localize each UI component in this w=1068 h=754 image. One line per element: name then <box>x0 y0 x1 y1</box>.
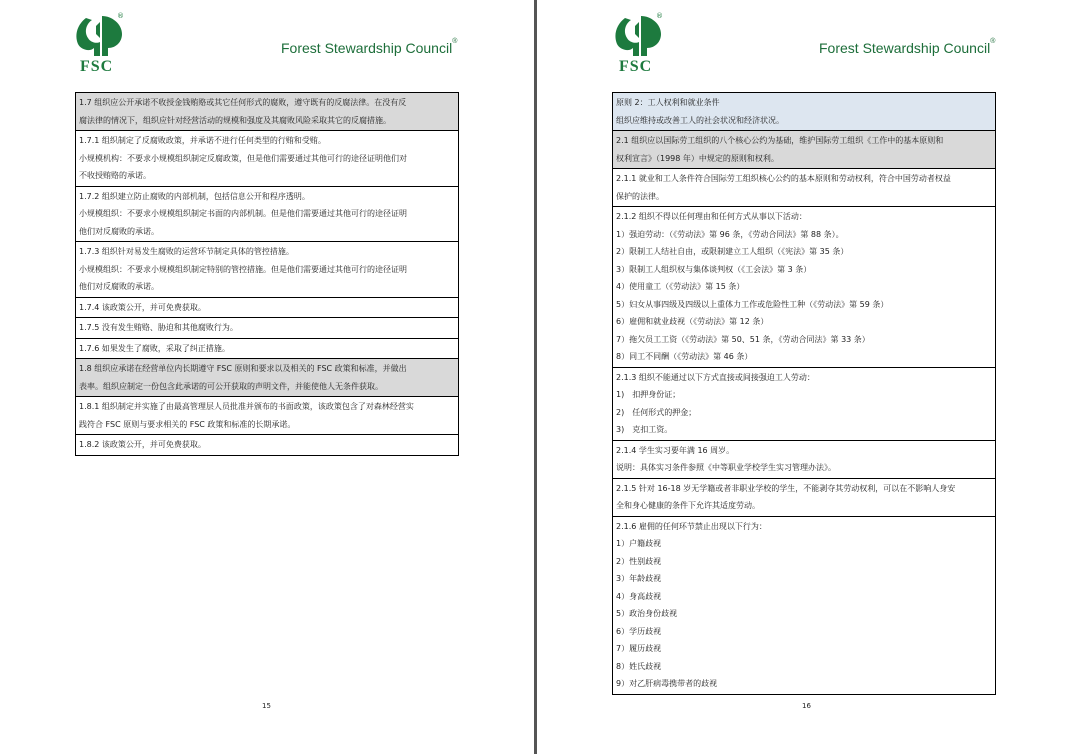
logo-text: FSC <box>80 58 114 75</box>
row-text: 3) 克扣工资。 <box>616 425 673 434</box>
row-text: 原则 2：工人权利和就业条件 <box>616 98 720 107</box>
row-text: 5）妇女从事四级及四级以上重体力工作或危险性工种（《劳动法》第 59 条） <box>616 299 889 309</box>
row-text: 全和身心健康的条件下允许其适度劳动。 <box>616 501 760 510</box>
row-text: 3）年龄歧视 <box>616 574 662 583</box>
row-text: 1.7.6 如果发生了腐败，采取了纠正措施。 <box>79 343 230 353</box>
table-row <box>76 93 458 131</box>
row-text: 8）同工不同酬（《劳动法》第 46 条） <box>616 352 753 361</box>
row-text: 权利宣言》（1998 年）中规定的原则和权利。 <box>616 153 779 163</box>
row-text: 小规模组织：不要求小规模组织制定书面的内部机制。但是他们需要通过其他可行的途径证明 <box>79 209 407 218</box>
row-text: 2.1.6 雇佣的任何环节禁止出现以下行为： <box>616 521 767 531</box>
table-row <box>76 318 458 339</box>
table-row <box>613 93 995 131</box>
row-text: 4）身高歧视 <box>616 591 662 601</box>
table-row <box>613 368 995 441</box>
row-text: 2）限制工人结社自由，或限制建立工人组织（《宪法》第 35 条） <box>616 247 849 256</box>
row-text: 小规模机构：不要求小规模组织制定反腐政策，但是他们需要通过其他可行的途径证明他们对 <box>79 153 407 163</box>
row-text: 1.7.4 该政策公开，并可免费获取。 <box>79 302 206 312</box>
row-text: 1）强迫劳动：（《劳动法》第 96 条，《劳动合同法》第 88 条）。 <box>616 229 844 239</box>
row-text: 2.1.3 组织不能通过以下方式直接或间接强迫工人劳动： <box>616 372 815 382</box>
row-text: 1.7.3 组织针对易发生腐败的运营环节制定具体的管控措施。 <box>79 247 294 256</box>
table-row <box>76 187 458 243</box>
brand-name: Forest Stewardship Council® <box>281 38 458 56</box>
row-text: 他们对反腐败的承诺。 <box>79 226 159 236</box>
row-text: 3）限制工人组织权与集体谈判权（《工会法》第 3 条） <box>616 264 812 274</box>
table-row <box>76 131 458 187</box>
table-row <box>613 479 995 517</box>
row-text: 9）对乙肝病毒携带者的歧视 <box>616 679 718 688</box>
row-text: 1.7.2 组织建立防止腐败的内部机制，包括信息公开和程序透明。 <box>79 191 310 201</box>
row-text: 小规模组织：不要求小规模组织制定特别的管控措施。但是他们需要通过其他可行的途径证明 <box>79 264 407 274</box>
table-row <box>613 517 995 694</box>
row-text: 6）雇佣和就业歧视（《劳动法》第 12 条） <box>616 317 769 326</box>
row-text: 2) 任何形式的押金； <box>616 407 697 417</box>
page-number: 16 <box>802 702 811 710</box>
row-text: 说明：具体实习条件参照《中等职业学校学生实习管理办法》。 <box>616 463 836 472</box>
table-row <box>613 131 995 169</box>
row-text: 5）政治身份歧视 <box>616 609 678 618</box>
table-row <box>76 435 458 455</box>
row-text: 7）拖欠员工工资（《劳动法》第 50、51 条，《劳动合同法》第 33 条） <box>616 334 870 344</box>
row-text: 不收授贿赂的承诺。 <box>79 171 151 180</box>
table-row <box>613 441 995 479</box>
right-page <box>537 0 1068 754</box>
row-text: 腐法律的情况下，组织应针对经营活动的规模和强度及其腐败风险采取其它的反腐措施。 <box>79 115 391 125</box>
row-text: 6）学历歧视 <box>616 626 662 636</box>
table-row <box>76 339 458 360</box>
table-row <box>76 397 458 435</box>
left-criteria-table <box>75 92 459 456</box>
table-row <box>76 242 458 298</box>
row-text: 他们对反腐败的承诺。 <box>79 282 159 291</box>
table-row <box>613 169 995 207</box>
row-text: 2.1.2 组织不得以任何理由和任何方式从事以下活动： <box>616 212 807 221</box>
logo-text: FSC <box>619 58 653 75</box>
row-text: 践符合 FSC 原则与要求相关的 FSC 政策和标准的长期承诺。 <box>79 419 296 429</box>
row-text: 1.8 组织应承诺在经营单位内长期遵守 FSC 原则和要求以及相关的 FSC 政策和标准，并做出 <box>79 364 407 373</box>
row-text: 2）性别歧视 <box>616 556 662 566</box>
page-number: 15 <box>262 702 271 710</box>
fsc-tree-logo-icon <box>72 12 130 76</box>
row-text: 2.1.1 就业和工人条件符合国际劳工组织核心公约的基本原则和劳动权利，符合中国劳动者权益 <box>616 174 951 183</box>
logo-reg-mark: ® <box>117 12 124 20</box>
fsc-tree-logo-icon <box>611 12 669 76</box>
row-text: 8）姓氏歧视 <box>616 661 662 671</box>
table-row <box>76 298 458 319</box>
right-criteria-table <box>612 92 996 695</box>
row-text: 1.7.1 组织制定了反腐败政策，并承诺不进行任何类型的行贿和受贿。 <box>79 136 326 145</box>
row-text: 2.1.4 学生实习要年满 16 周岁。 <box>616 445 735 455</box>
row-text: 1.7 组织应公开承诺不收授金钱贿赂或其它任何形式的腐败，遵守既有的反腐法律。在没有反 <box>79 98 407 107</box>
row-text: 保护的法律。 <box>616 191 664 201</box>
row-text: 1.8.1 组织制定并实施了由最高管理层人员批准并颁布的书面政策，该政策包含了对森林经营实 <box>79 402 414 411</box>
table-row <box>76 359 458 397</box>
row-text: 组织应维持或改善工人的社会状况和经济状况。 <box>616 115 784 125</box>
row-text: 7）履历歧视 <box>616 644 662 653</box>
row-text: 2.1.5 针对 16-18 岁无学籍或者非职业学校的学生，不能剥夺其劳动权利，可以在不影响人身安 <box>616 483 956 493</box>
row-text: 1) 扣押身份证； <box>616 390 681 399</box>
brand-name: Forest Stewardship Council® <box>819 38 996 56</box>
row-text: 4）使用童工（《劳动法》第 15 条） <box>616 282 745 291</box>
row-text: 表率。组织应制定一份包含此承诺的可公开获取的声明文件，并能使他人无条件获取。 <box>79 381 383 391</box>
row-text: 2.1 组织应以国际劳工组织的八个核心公约为基础，维护国际劳工组织《工作中的基本原则和 <box>616 136 944 145</box>
logo-reg-mark: ® <box>656 12 663 20</box>
row-text: 1）户籍歧视 <box>616 539 662 548</box>
table-row <box>613 207 995 368</box>
row-text: 1.7.5 没有发生贿赂、胁迫和其他腐败行为。 <box>79 323 238 332</box>
row-text: 1.8.2 该政策公开，并可免费获取。 <box>79 440 206 449</box>
